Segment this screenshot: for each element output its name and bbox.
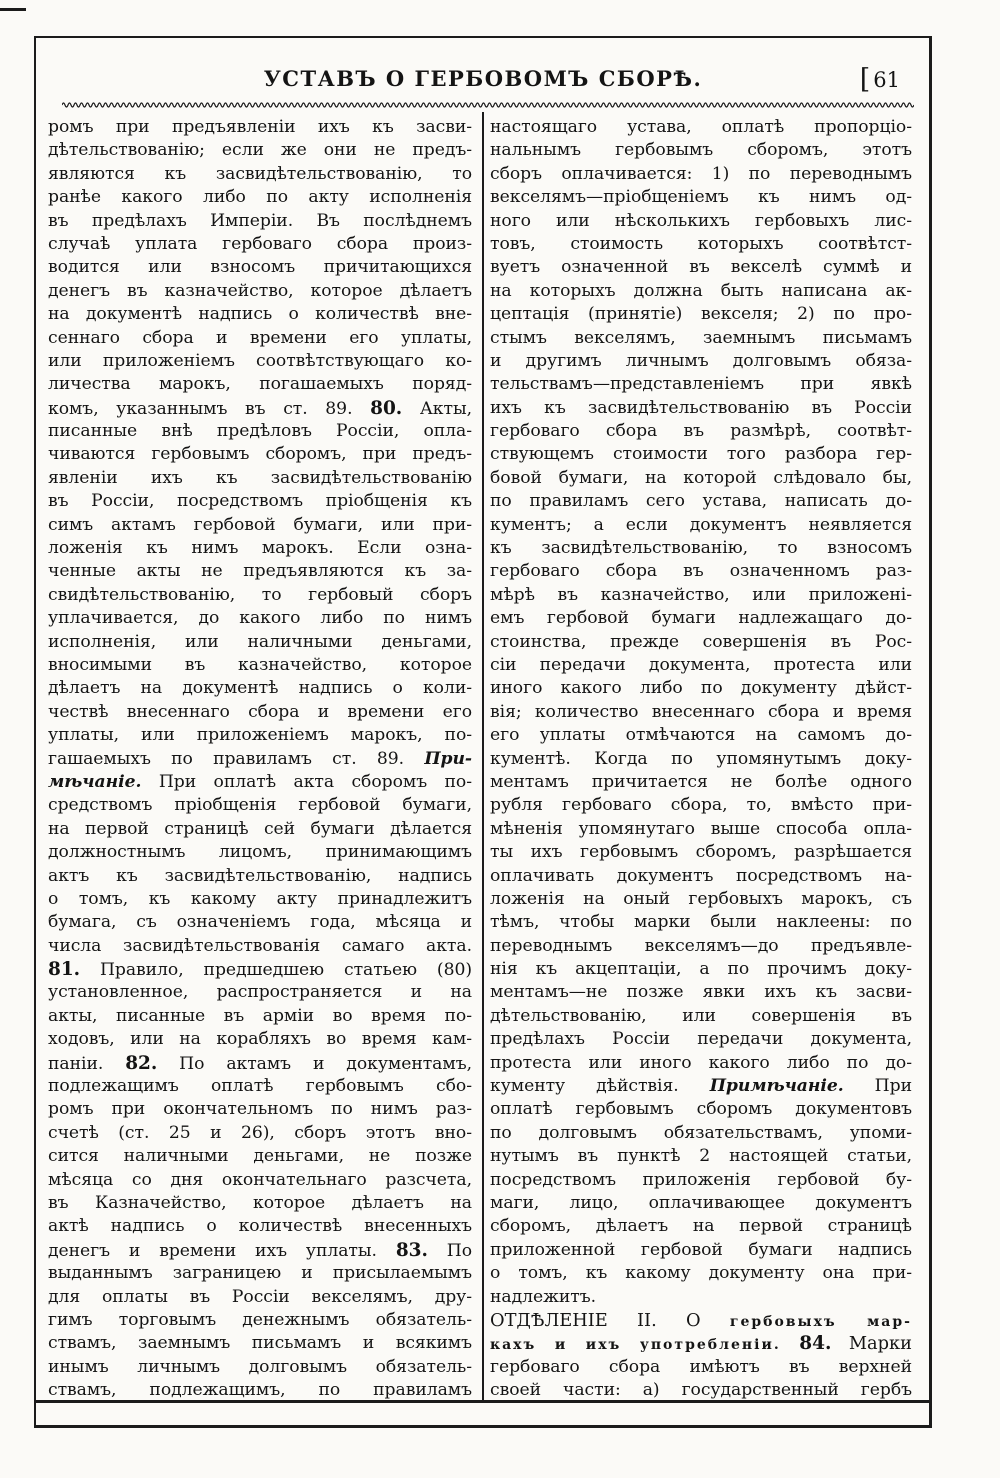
text-line: числа засвидѣтельствованія самаго акта. [48, 935, 472, 956]
text-line: сборъ оплачивается: 1) по переводнымъ [490, 163, 912, 184]
text-line: бумага, съ означеніемъ года, мѣсяца и [48, 912, 472, 933]
section-heading: кахъ и ихъ употребленіи. 84. Марки [490, 1333, 912, 1355]
text-line: предѣлахъ Россіи передачи документа, [490, 1029, 912, 1050]
text-line: ченные акты не предъявляются къ за- [48, 561, 472, 582]
text-line: своей части: а) государственный гербъ [490, 1380, 912, 1401]
text-line: симъ актамъ гербовой бумаги, или при- [48, 514, 472, 535]
text-line: мѣсяца со дня окончательнаго разсчета, [48, 1169, 472, 1190]
text-line: мѣрѣ въ казначейство, или приложені- [490, 584, 912, 605]
text-line: о томъ, къ какому акту принадлежитъ [48, 888, 472, 909]
text-line: паніи. 82. По актамъ и документамъ, [48, 1052, 472, 1074]
text-line: подлежащимъ оплатѣ гербовымъ сбо- [48, 1076, 472, 1097]
italic-term: Примѣчаніе. [709, 1076, 844, 1097]
text-line: счетѣ (ст. 25 и 26), сборъ этотъ вно- [48, 1122, 472, 1143]
text-line: по правиламъ сего устава, написать до- [490, 491, 912, 512]
text-line: ромъ при предъявленіи ихъ къ засви- [48, 117, 472, 137]
text-line: нія къ акцептаціи, а по прочимъ доку- [490, 959, 912, 980]
page-number-bracket: [ [859, 64, 871, 95]
text-line: уплачивается, до какого либо по нимъ [48, 608, 472, 629]
text-line: гербоваго сбора имѣютъ въ верхней [490, 1356, 912, 1377]
text-line: товъ, стоимость которыхъ соотвѣтст- [490, 233, 912, 254]
text-line: водится или взносомъ причитающихся [48, 257, 472, 278]
text-line: комъ, указаннымъ въ ст. 89. 80. Акты, [48, 397, 472, 419]
text-line: иного какого либо по документу дѣйст- [490, 678, 912, 699]
text-line: въ предѣлахъ Имперіи. Въ послѣднемъ [48, 210, 472, 231]
text-line: настоящаго устава, оплатѣ пропорціо- [490, 117, 912, 137]
text-line: гашаемыхъ по правиламъ ст. 89. При- [48, 748, 472, 769]
text-line: по долговымъ обязательствамъ, упоми- [490, 1122, 912, 1143]
text-line: посредствомъ приложенія гербовой бу- [490, 1169, 912, 1190]
text-line: ного или нѣсколькихъ гербовыхъ лис- [490, 210, 912, 231]
text-line: актѣ надпись о количествѣ внесенныхъ [48, 1216, 472, 1237]
small-caps-text: гербовыхъ мар- [729, 1313, 912, 1330]
text-line: бовой бумаги, на которой слѣдовало бы, [490, 467, 912, 488]
text-line: ложенія къ нимъ марокъ. Если озна- [48, 538, 472, 559]
text-line: ранѣе какого либо по акту исполненія [48, 187, 472, 208]
text-line: нальнымъ гербовымъ сборомъ, этотъ [490, 140, 912, 161]
text-line: стымъ векселямъ, заемнымъ письмамъ [490, 327, 912, 348]
text-line: о томъ, къ какому документу она при- [490, 1263, 912, 1284]
text-line: являются къ засвидѣтельствованію, то [48, 163, 472, 184]
page-number-group [860, 64, 900, 95]
wavy-rule [62, 100, 914, 110]
page-number: 61 [873, 68, 900, 92]
text-line: сіи передачи документа, протеста или [490, 654, 912, 675]
article-number: 81. [48, 959, 81, 981]
text-line: для оплаты въ Россіи векселямъ, дру- [48, 1286, 472, 1307]
text-line: ихъ къ засвидѣтельствованію въ Россіи [490, 397, 912, 418]
text-line: цептація (принятіе) векселя; 2) по про- [490, 304, 912, 325]
text-line: ствамъ, подлежащимъ, по правиламъ [48, 1380, 472, 1401]
text-line: инымъ личнымъ долговымъ обязатель- [48, 1356, 472, 1377]
text-line: тѣмъ, чтобы марки были наклеены: по [490, 912, 912, 933]
text-line: ментамъ причитается не болѣе одного [490, 771, 912, 792]
text-line: емъ гербовой бумаги надлежащаго до- [490, 608, 912, 629]
text-line: векселямъ—пріобщеніемъ къ нимъ од- [490, 187, 912, 208]
text-line: къ засвидѣтельствованію, то взносомъ [490, 538, 912, 559]
corner-mark [0, 8, 26, 11]
text-line: на которыхъ должна быть написана ак- [490, 280, 912, 301]
text-line: въ Россіи, посредствомъ пріобщенія къ [48, 491, 472, 512]
right-column [490, 116, 912, 1402]
text-line: ходовъ, или на корабляхъ во время кам- [48, 1029, 472, 1050]
text-line: его уплаты отмѣчаются на самомъ до- [490, 725, 912, 746]
text-line: личества марокъ, погашаемыхъ поряд- [48, 374, 472, 395]
text-line: чиваются гербовымъ сборомъ, при предъ- [48, 444, 472, 465]
text-line: средствомъ пріобщенія гербовой бумаги, [48, 795, 472, 816]
text-line: на первой страницѣ сей бумаги дѣлается [48, 818, 472, 839]
text-line: дѣлаетъ на документѣ надпись о коли- [48, 678, 472, 699]
text-line: сборомъ, дѣлаетъ на первой страницѣ [490, 1216, 912, 1237]
text-line: стоинства, прежде совершенія въ Рос- [490, 631, 912, 652]
text-line: сится наличными деньгами, не позже [48, 1146, 472, 1167]
text-line: кументѣ. Когда по упомянутымъ доку- [490, 748, 912, 769]
text-line: гербоваго сбора въ означенномъ раз- [490, 561, 912, 582]
text-line: кументу дѣйствія. Примѣчаніе. При [490, 1076, 912, 1097]
column-divider [482, 112, 484, 1402]
text-line: дѣтельствованію, или совершенія въ [490, 1005, 912, 1026]
text-line: надлежитъ. [490, 1286, 597, 1307]
text-line: ментамъ—не позже явки ихъ къ засви- [490, 982, 912, 1003]
text-line: сеннаго сбора и времени его уплаты, [48, 327, 472, 348]
text-line: 81. Правило, предшедшею статьею (80) [48, 959, 472, 981]
text-line: переводнымъ векселямъ—до предъявле- [490, 935, 912, 956]
text-line: маги, лицо, оплачивающее документъ [490, 1192, 912, 1213]
text-line: дѣтельствованію; если же они не предъ- [48, 140, 472, 161]
text-line: оплатѣ гербовымъ сборомъ документовъ [490, 1099, 912, 1120]
article-number: 82. [125, 1052, 158, 1074]
text-line: писанные внѣ предѣловъ Россіи, опла- [48, 421, 472, 442]
text-line: ты ихъ гербовымъ сборомъ, разрѣшается [490, 842, 912, 863]
text-line: случаѣ уплата гербоваго сбора произ- [48, 233, 472, 254]
text-line: уплаты, или приложеніемъ марокъ, по- [48, 725, 472, 746]
text-line: вуетъ означенной въ векселѣ суммѣ и [490, 257, 912, 278]
text-line: денегъ въ казначейство, которое дѣлаетъ [48, 280, 472, 301]
article-number: 83. [395, 1239, 428, 1261]
text-line: оплачивать документъ посредствомъ на- [490, 865, 912, 886]
text-line: свидѣтельствованію, то гербовый сборъ [48, 584, 472, 605]
section-heading: ОТДѢЛЕНІЕ II. О гербовыхъ мар- [490, 1309, 912, 1331]
text-line: ствамъ, заемнымъ письмамъ и всякимъ [48, 1333, 472, 1354]
text-line: ствующемъ стоимости того разбора гер- [490, 444, 912, 465]
text-line: установленное, распространяется и на [48, 982, 472, 1003]
italic-term: мѣчаніе. [48, 771, 142, 792]
text-line: выданнымъ заграницею и присылаемымъ [48, 1263, 472, 1284]
text-line: актъ къ засвидѣтельствованію, надпись [48, 865, 472, 886]
text-line: рубля гербоваго сбора, то, вмѣсто при- [490, 795, 912, 816]
text-line: въ Казначейство, которое дѣлаетъ на [48, 1192, 472, 1213]
text-line: акты, писанные въ арміи во время по- [48, 1005, 472, 1026]
left-column [48, 116, 472, 1402]
text-line: кументъ; а если документъ неявляется [490, 514, 912, 535]
text-line: и другимъ личнымъ долговымъ обяза- [490, 350, 912, 371]
text-line: или приложеніемъ соотвѣтствующаго ко- [48, 350, 472, 371]
text-line: ромъ при окончательномъ по нимъ раз- [48, 1099, 472, 1120]
small-caps-text: кахъ и ихъ употребленіи. [490, 1337, 800, 1354]
text-line: тельствамъ—представленіемъ при явкѣ [490, 374, 912, 395]
text-line: чествѣ внесеннаго сбора и времени его [48, 701, 472, 722]
text-line: мѣчаніе. При оплатѣ акта сборомъ по- [48, 771, 472, 792]
text-line: должностнымъ лицомъ, принимающимъ [48, 842, 472, 863]
text-line: приложенной гербовой бумаги надпись [490, 1239, 912, 1260]
text-line: на документѣ надпись о количествѣ вне- [48, 304, 472, 325]
page-header [34, 60, 932, 100]
text-line: гербоваго сбора въ размѣрѣ, соотвѣт- [490, 421, 912, 442]
text-line: вносимыми въ казначейство, которое [48, 654, 472, 675]
article-number: 80. [370, 397, 403, 419]
text-line: гимъ торговымъ денежнымъ обязатель- [48, 1309, 472, 1330]
text-line: протеста или иного какого либо по до- [490, 1052, 912, 1073]
italic-term: При- [424, 748, 472, 769]
text-line: явленіи ихъ къ засвидѣтельствованію [48, 467, 472, 488]
article-number: 84. [799, 1333, 832, 1355]
text-line: вія; количество внесеннаго сбора и время [490, 701, 912, 722]
text-line: нутымъ въ пунктѣ 2 настоящей статьи, [490, 1146, 912, 1167]
running-title: УСТАВЪ О ГЕРБОВОМЪ СБОРѢ. [263, 66, 703, 91]
text-line: мѣненія упомянутаго выше способа опла- [490, 818, 912, 839]
text-line: исполненія, или наличными деньгами, [48, 631, 472, 652]
text-line: денегъ и времени ихъ уплаты. 83. По [48, 1239, 472, 1261]
text-line: ложенія на оный гербовыхъ марокъ, съ [490, 888, 912, 909]
